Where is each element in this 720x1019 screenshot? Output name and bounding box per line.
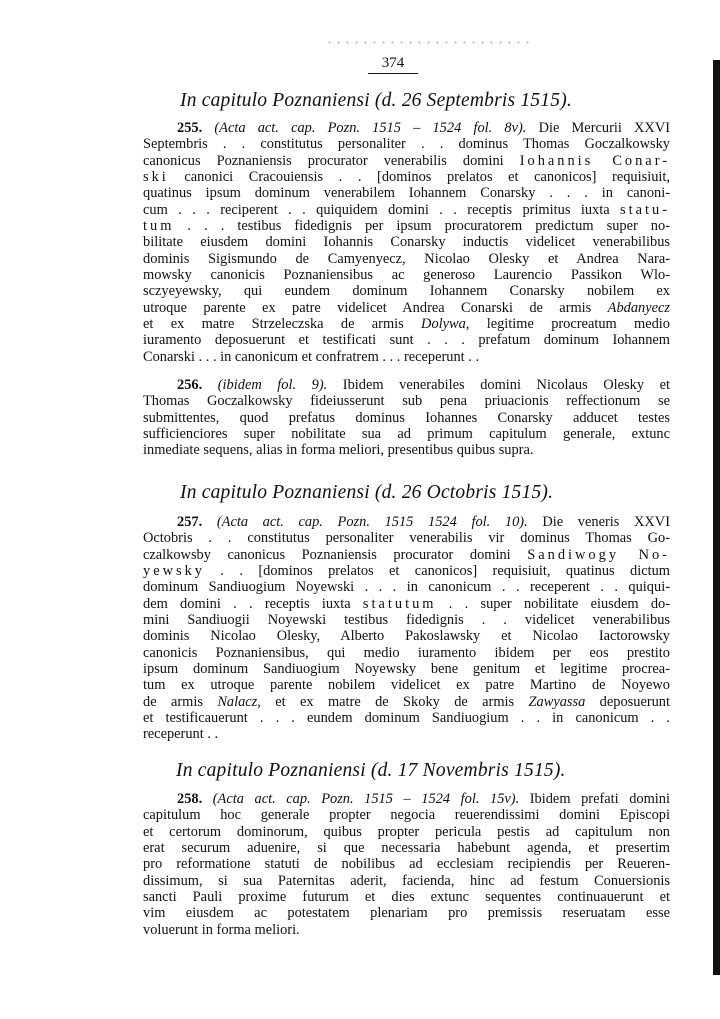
text-run: quatinus ipsum dominum venerabilem Iohannem Conarsky . . . in canoni- <box>143 185 670 202</box>
text-run <box>202 514 217 530</box>
text-run: voluerunt in forma meliori. <box>143 921 300 938</box>
text-line <box>143 393 670 409</box>
section-heading-2: In capitulo Poznaniensi (d. 26 Octobris 1515). <box>180 482 554 503</box>
text-run: mini Sandiuogii Noyewski testibus fidedignis . . videlicet venerabilibus <box>143 612 670 629</box>
text-run: tum <box>143 218 175 235</box>
text-line <box>143 905 670 921</box>
text-line <box>143 612 670 628</box>
text-run: bilitate eiusdem domini Iohannis Conarsky inductis videlicet venerabilibus <box>143 234 670 251</box>
text-line <box>143 218 670 234</box>
text-run: et ex matre Strzeleczska de armis <box>143 316 422 333</box>
text-run: tum ex utroque parente nobilem videlicet ex patre Martino de Noyewo <box>143 677 670 694</box>
text-line <box>143 267 670 283</box>
section-heading-1: In capitulo Poznaniensi (d. 26 Septembris 1515). <box>180 90 572 111</box>
text-line <box>143 694 670 710</box>
text-line <box>143 889 670 905</box>
text-line <box>143 332 670 348</box>
text-run: (Acta act. cap. Pozn. 1515 1524 fol. 10). <box>216 514 528 530</box>
text-line <box>143 579 670 595</box>
text-run: Thomas Goczalkowsky fideiusserunt sub pena priuacionis reffectionum se <box>143 393 670 410</box>
text-run <box>202 791 213 807</box>
text-line <box>143 251 670 267</box>
text-line <box>143 410 670 426</box>
text-run: canonicus Poznaniensis procurator venerabilis domini <box>143 152 520 169</box>
text-run: inmediate sequens, alias in forma meliori, presentibus quibus supra. <box>143 442 534 459</box>
text-line <box>143 824 670 840</box>
text-run: Abdanyecz <box>607 299 670 316</box>
text-run: submittentes, quod prefatus dominus Iohannes Conarsky adducet testes <box>143 409 670 426</box>
text-run: Ibidem venerabiles domini Nicolaus Olesky et <box>327 377 670 393</box>
text-line <box>143 628 670 644</box>
text-run: Septembris . . constitutus personaliter . . dominus Thomas Goczalkowsky <box>143 136 670 153</box>
text-run: ipsum dominum Sandiuogium Noyewsky bene genitum et legitime procrea- <box>143 661 670 678</box>
entry-number: 256. <box>177 377 203 393</box>
text-line <box>143 596 670 612</box>
text-run <box>202 377 218 393</box>
text-run: . . . testibus fidedignis per ipsum procuratorem predictum super no- <box>174 218 670 235</box>
text-run: ski <box>143 169 169 186</box>
text-line <box>143 530 670 546</box>
text-run: receperunt . . <box>143 726 219 743</box>
text-run: legitime procreatum medio <box>469 316 670 333</box>
text-line <box>143 349 670 365</box>
text-run: Octobris . . constitutus personaliter venerabilis vir dominus Thomas Go- <box>143 530 670 547</box>
text-line <box>143 120 670 136</box>
entry-257 <box>143 514 670 743</box>
entry-255 <box>143 120 670 365</box>
text-line <box>143 922 670 938</box>
text-line <box>143 442 670 458</box>
entry-number: 255. <box>177 120 203 136</box>
text-line <box>143 185 670 201</box>
text-line <box>143 234 670 250</box>
entry-number: 258. <box>177 791 203 807</box>
text-run: vim eiusdem ac potestatem plenariam pro premissis reseruatam esse <box>143 905 670 922</box>
text-run: dominis Nicolao Olesky, Alberto Pakoslawsky et Nicolao Iactorowsky <box>143 628 670 645</box>
entry-256 <box>143 377 670 459</box>
scan-edge-bar <box>713 60 720 975</box>
text-run: mowsky canonicis Poznaniensibus ac generoso Laurencio Passikon Wlo- <box>143 267 670 284</box>
text-run: sczyeyewsky, qui eundem dominum Iohannem Conarsky nobilem ex <box>143 283 670 300</box>
text-run: sancti Pauli proxime futurum et dies extunc sequentes continuauerunt et <box>143 889 670 906</box>
text-run: dominum Sandiuogium Noyewski . . . in canonicum . . receperent . . quiqui- <box>143 579 670 596</box>
text-run: et ex matre de Skoky de armis <box>260 693 529 710</box>
text-line <box>143 153 670 169</box>
text-run: Dolywa, <box>421 316 470 333</box>
page-number: 374 <box>368 54 418 74</box>
text-line <box>143 563 670 579</box>
text-run: yewsky <box>143 563 205 580</box>
text-run: cum . . . reciperent . . quiquidem domini . . receptis primitus iuxta <box>143 201 621 218</box>
scan-noise <box>325 41 535 44</box>
text-run: canonici Cracouiensis . . [dominos prelatos et canonicos] requisiuit, <box>168 169 670 186</box>
text-line <box>143 807 670 823</box>
text-run: erat securum aduenire, si que necessaria habebunt agenda, et presertim <box>143 840 670 857</box>
text-run: et certorum dominorum, quibus propter pericula pestis ad capitulum non <box>143 823 670 840</box>
text-run: iuramento deposuerunt et testificati sunt . . . prefatum dominum Iohannem <box>143 332 670 349</box>
text-run: Sandiwogy No- <box>527 546 670 563</box>
text-line <box>143 169 670 185</box>
text-run: capitulum hoc generale propter negocia reuerendissimi domini Episcopi <box>143 807 670 824</box>
text-line <box>143 856 670 872</box>
text-run: Conarski . . . in canonicum et confratrem . . . receperunt . . <box>143 348 480 365</box>
text-line <box>143 514 670 530</box>
text-line <box>143 316 670 332</box>
text-run: Die Mercurii XXVI <box>526 120 671 136</box>
text-run: sufficienciores super nobilitate sua ad primum capitulum generale, extunc <box>143 426 670 443</box>
text-line <box>143 791 670 807</box>
text-line <box>143 426 670 442</box>
entry-number: 257. <box>177 514 203 530</box>
text-line <box>143 661 670 677</box>
text-run: pro reformatione statuti de nobilibus ad ecclesiam recipiendis per Reueren- <box>143 856 670 873</box>
text-run: Die veneris XXVI <box>527 514 670 530</box>
text-run: utroque parente ex patre videlicet Andrea Conarski de armis <box>143 299 608 316</box>
text-line <box>143 726 670 742</box>
text-run: Zawyassa <box>528 693 586 710</box>
text-run: Ibidem prefati domini <box>519 791 670 807</box>
text-line <box>143 873 670 889</box>
text-run: Iohannis Conar- <box>519 152 670 169</box>
text-line <box>143 377 670 393</box>
text-run: canonicis Poznaniensibus, qui medio iuramento ibidem per eos prestito <box>143 644 670 661</box>
text-line <box>143 645 670 661</box>
text-run: Nalacz, <box>217 693 261 710</box>
entry-258 <box>143 791 670 938</box>
text-run: (Acta act. cap. Pozn. 1515 – 1524 fol. 15v). <box>212 791 520 807</box>
text-run: . . [dominos prelatos et canonicos] requisiuit, quatinus dictum <box>204 563 670 580</box>
text-run: dominis Sigismundo de Camyenyecz, Nicolao Olesky et Andrea Nara- <box>143 250 670 267</box>
text-line <box>143 300 670 316</box>
text-run: dissimum, si sua Paternitas aderit, facienda, hinc ad festum Conuersionis <box>143 872 670 889</box>
text-run: czalkowsby canonicus Poznaniensis procurator domini <box>143 546 528 563</box>
text-line <box>143 283 670 299</box>
text-run: dem domini . . receptis iuxta <box>143 595 363 612</box>
text-line <box>143 202 670 218</box>
text-run: deposuerunt <box>585 693 671 710</box>
text-run: statutum <box>362 595 437 612</box>
text-run: . . super nobilitate eiusdem do- <box>436 595 670 612</box>
text-line <box>143 840 670 856</box>
text-line <box>143 136 670 152</box>
text-run <box>202 120 214 136</box>
text-line <box>143 547 670 563</box>
text-run: de armis <box>143 693 218 710</box>
text-run: (Acta act. cap. Pozn. 1515 – 1524 fol. 8v). <box>214 120 527 136</box>
text-run: et testificauerunt . . . eundem dominum Sandiuogium . . in canonicum . . <box>143 710 670 727</box>
text-line <box>143 677 670 693</box>
text-line <box>143 710 670 726</box>
text-run: statu- <box>620 201 670 218</box>
section-heading-3: In capitulo Poznaniensi (d. 17 Novembris 1515). <box>176 760 566 781</box>
text-run: (ibidem fol. 9). <box>217 377 328 393</box>
